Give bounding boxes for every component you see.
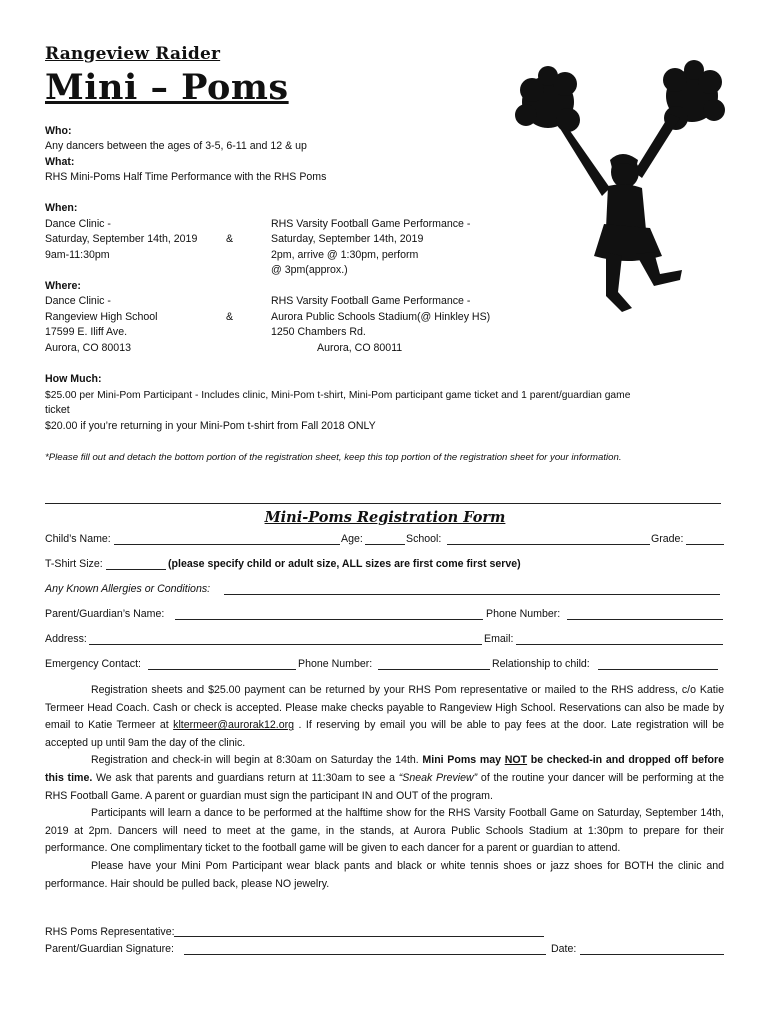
- detach-note: *Please fill out and detach the bottom portion of the registration sheet, keep this top portion of the registration sheet for your information.: [45, 452, 622, 463]
- paragraph-registration: [45, 682, 724, 752]
- rep-label: RHS Poms Representative:: [45, 926, 175, 938]
- what-text: RHS Mini-Poms Half Time Performance with the RHS Poms: [45, 171, 327, 183]
- school-label: School:: [406, 533, 442, 545]
- phone-number-field[interactable]: [567, 619, 723, 620]
- where-left-3: 17599 E. Iliff Ave.: [45, 326, 128, 338]
- when-amp: &: [226, 233, 234, 245]
- where-amp: &: [226, 311, 234, 323]
- emergency-contact-label: Emergency Contact:: [45, 658, 141, 670]
- emergency-contact-field[interactable]: [148, 669, 296, 670]
- relationship-field[interactable]: [598, 669, 718, 670]
- email-field[interactable]: [516, 644, 723, 645]
- tshirt-note: (please specify child or adult size, ALL sizes are first come first serve): [168, 558, 521, 570]
- when-right-1: RHS Varsity Football Game Performance -: [271, 218, 471, 230]
- how-much-line-1: $25.00 per Mini-Pom Participant - Includes clinic, Mini-Pom t-shirt, Mini-Pom participant game ticket and 1 parent/guardian game: [45, 390, 631, 401]
- how-much-line-3: $20.00 if you’re returning in your Mini-Pom t-shirt from Fall 2018 ONLY: [45, 420, 376, 432]
- how-much-label: How Much:: [45, 373, 102, 385]
- when-label: When:: [45, 202, 78, 214]
- parent-signature-label: Parent/Guardian Signature:: [45, 943, 174, 955]
- grade-field[interactable]: [686, 544, 724, 545]
- paragraph-checkin: [45, 752, 724, 805]
- page-title: Mini – Poms: [45, 67, 289, 108]
- when-left-2: Saturday, September 14th, 2019: [45, 233, 198, 245]
- relationship-label: Relationship to child:: [492, 658, 590, 670]
- paragraph-1-text-end: . If reserving by email you will be able to pay fees at the door. Late registration will be accepted up until 9am the day of the clinic.: [45, 719, 724, 749]
- parent-name-field[interactable]: [175, 619, 483, 620]
- where-right-3: 1250 Chambers Rd.: [271, 326, 366, 338]
- when-left-1: Dance Clinic -: [45, 218, 111, 230]
- where-left-4: Aurora, CO 80013: [45, 342, 131, 354]
- emergency-phone-field[interactable]: [378, 669, 490, 670]
- parent-name-label: Parent/Guardian’s Name:: [45, 608, 165, 620]
- form-title: Mini-Poms Registration Form: [264, 509, 506, 526]
- where-right-1: RHS Varsity Football Game Performance -: [271, 295, 471, 307]
- kicker-title: Rangeview Raider: [45, 44, 221, 64]
- age-label: Age:: [341, 533, 363, 545]
- where-left-2: Rangeview High School: [45, 311, 158, 323]
- when-left-3: 9am-11:30pm: [45, 249, 110, 261]
- cheerleader-silhouette-icon: [510, 60, 730, 315]
- parent-signature-field[interactable]: [184, 954, 546, 955]
- where-left-1: Dance Clinic -: [45, 295, 111, 307]
- paragraph-2-text: Registration and check-in will begin at 8:30am on Saturday the 14th.: [91, 754, 423, 767]
- paragraph-attire: Please have your Mini Pom Participant wear black pants and black or white tennis shoes or jazz shoes for BOTH the clinic and performance. Hair should be pulled back, please NO jewelry.: [45, 859, 724, 890]
- what-label: What:: [45, 156, 75, 168]
- childs-name-label: Child’s Name:: [45, 533, 111, 545]
- tshirt-field[interactable]: [106, 569, 166, 570]
- where-right-4: Aurora, CO 80011: [317, 342, 403, 354]
- detach-line: [45, 503, 721, 504]
- email-link[interactable]: kltermeer@aurorak12.org: [173, 719, 295, 732]
- paragraph-2-text-mid: We ask that parents and guardians return at 11:30am to see a: [92, 771, 399, 784]
- how-much-line-2: ticket: [45, 404, 70, 416]
- when-right-3: 2pm, arrive @ 1:30pm, perform: [271, 249, 419, 261]
- info-paragraphs: [45, 682, 724, 893]
- who-label: Who:: [45, 125, 72, 137]
- tshirt-label: T-Shirt Size:: [45, 558, 103, 570]
- paragraph-participants: Participants will learn a dance to be performed at the halftime show for the RHS Varsity Football Game on Saturday, September 14th, 2019 at 2pm. Dancers will need to meet at the game, in the stands, at Aurora Public Schools Stadium at 1:30pm to prepare for their performance. One complimentary ticket to the football game will be given to each dancer for a parent or guardian to attend.: [45, 807, 724, 855]
- when-right-2: Saturday, September 14th, 2019: [271, 233, 424, 245]
- paragraph-2-text-end: of the routine your dancer will be performing at the RHS Football Game. A parent or guardian must sign the participant IN and OUT of the program.: [45, 771, 724, 802]
- address-field[interactable]: [89, 644, 482, 645]
- allergies-label: Any Known Allergies or Conditions:: [45, 583, 211, 595]
- email-label: Email:: [484, 633, 514, 645]
- date-field[interactable]: [580, 954, 724, 955]
- phone-number-label: Phone Number:: [486, 608, 561, 620]
- grade-label: Grade:: [651, 533, 684, 545]
- who-text: Any dancers between the ages of 3-5, 6-11 and 12 & up: [45, 140, 307, 152]
- paragraph-2-bold: Mini Poms may NOT be checked-in and dropped off before this time.: [45, 754, 724, 784]
- sneak-preview-text: “Sneak Preview”: [398, 771, 478, 784]
- where-label: Where:: [45, 280, 81, 292]
- emergency-phone-label: Phone Number:: [298, 658, 373, 670]
- paragraph-1-text: Registration sheets and $25.00 payment can be returned by your RHS Pom representative or mailed to the RHS address, c/o Katie Termeer Head Coach. Cash or check is accepted. Please make checks payable to Rangeview High School. Reservations can also be made by email to Katie Termeer at: [45, 684, 724, 732]
- childs-name-field[interactable]: [114, 544, 340, 545]
- school-field[interactable]: [447, 544, 650, 545]
- when-right-4: @ 3pm(approx.): [271, 264, 348, 276]
- age-field[interactable]: [365, 544, 405, 545]
- date-label: Date:: [551, 943, 577, 955]
- where-right-2: Aurora Public Schools Stadium(@ Hinkley HS): [271, 311, 491, 323]
- not-emphasis: NOT: [504, 754, 528, 767]
- address-label: Address:: [45, 633, 87, 645]
- allergies-field[interactable]: [224, 594, 720, 595]
- rep-field[interactable]: [174, 936, 544, 937]
